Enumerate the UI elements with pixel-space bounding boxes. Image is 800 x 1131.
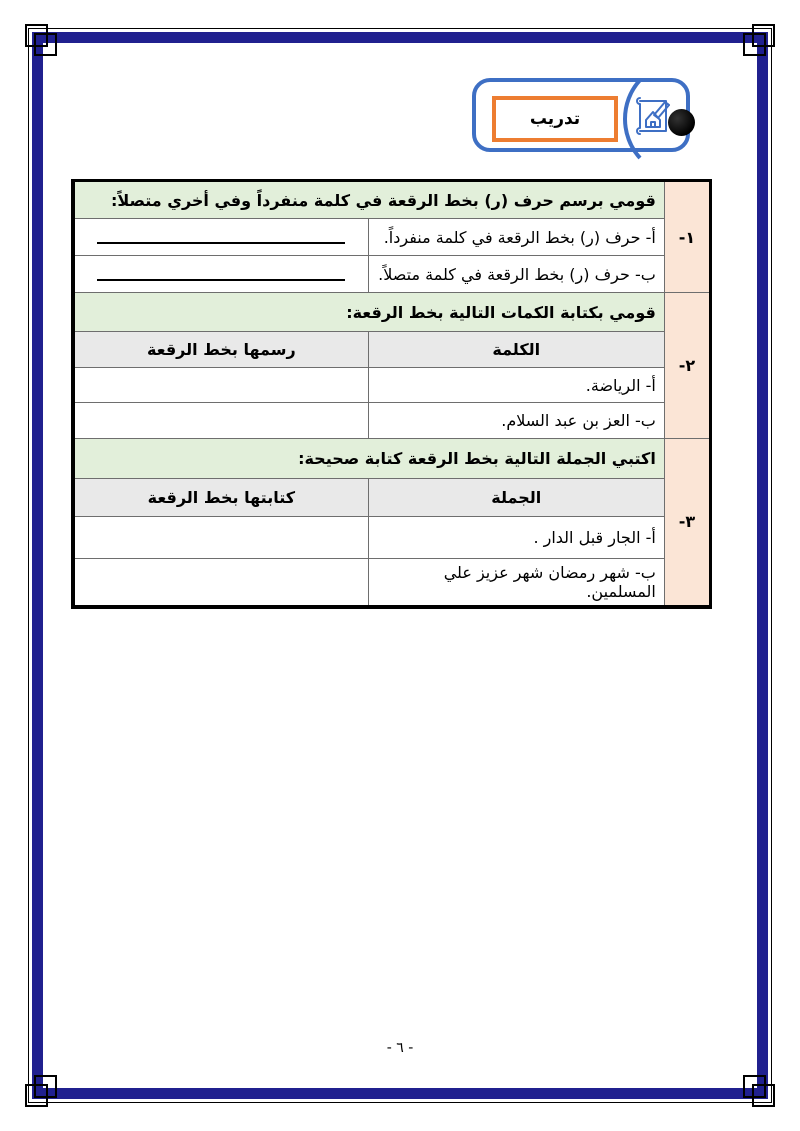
answer-cell — [73, 517, 368, 559]
border-corner-knot — [34, 1075, 57, 1098]
question-cell: ب- شهر رمضان شهر عزيز علي المسلمين. — [368, 559, 664, 607]
question-cell: ب- العز بن عبد السلام. — [368, 403, 664, 439]
training-badge-label: تدريب — [492, 96, 618, 142]
worksheet-table — [71, 179, 712, 609]
answer-cell — [73, 256, 368, 293]
question-cell: أ- الرياضة. — [368, 368, 664, 403]
blank-write-line — [97, 226, 345, 244]
exercise-sheet — [71, 179, 712, 609]
badge-dot — [668, 109, 695, 136]
answer-cell — [73, 368, 368, 403]
section-title-cell: اكتبي الجملة التالية بخط الرقعة كتابة صحيحة: — [73, 439, 664, 479]
page-number: - ٦ - — [386, 1040, 414, 1056]
section-title-cell: قومي بكتابة الكمات التالية بخط الرقعة: — [73, 293, 664, 332]
section-number-cell: ٢- — [664, 293, 710, 439]
border-corner-knot — [752, 24, 775, 47]
question-cell: أ- الجار قبل الدار . — [368, 517, 664, 559]
border-corner-knot — [34, 33, 57, 56]
section-number-cell: ١- — [664, 181, 710, 293]
border-corner-knot — [743, 33, 766, 56]
question-cell: أ- حرف (ر) بخط الرقعة في كلمة منفرداً. — [368, 219, 664, 256]
column-header-ruqaa: رسمها بخط الرقعة — [73, 332, 368, 368]
section-title-cell: قومي برسم حرف (ر) بخط الرقعة في كلمة منفرداً وفي أخري متصلاً: — [73, 181, 664, 219]
question-cell: ب- حرف (ر) بخط الرقعة في كلمة متصلاً. — [368, 256, 664, 293]
column-header-word: الكلمة — [368, 332, 664, 368]
blank-write-line — [97, 263, 345, 281]
border-corner-knot — [743, 1075, 766, 1098]
answer-cell — [73, 559, 368, 607]
training-badge — [472, 78, 690, 152]
column-header-ruqaa: كتابتها بخط الرقعة — [73, 479, 368, 517]
section-number-cell: ٣- — [664, 439, 710, 607]
answer-cell — [73, 403, 368, 439]
border-corner-knot — [25, 24, 48, 47]
column-header-sentence: الجملة — [368, 479, 664, 517]
border-corner-knot — [25, 1084, 48, 1107]
border-corner-knot — [752, 1084, 775, 1107]
answer-cell — [73, 219, 368, 256]
